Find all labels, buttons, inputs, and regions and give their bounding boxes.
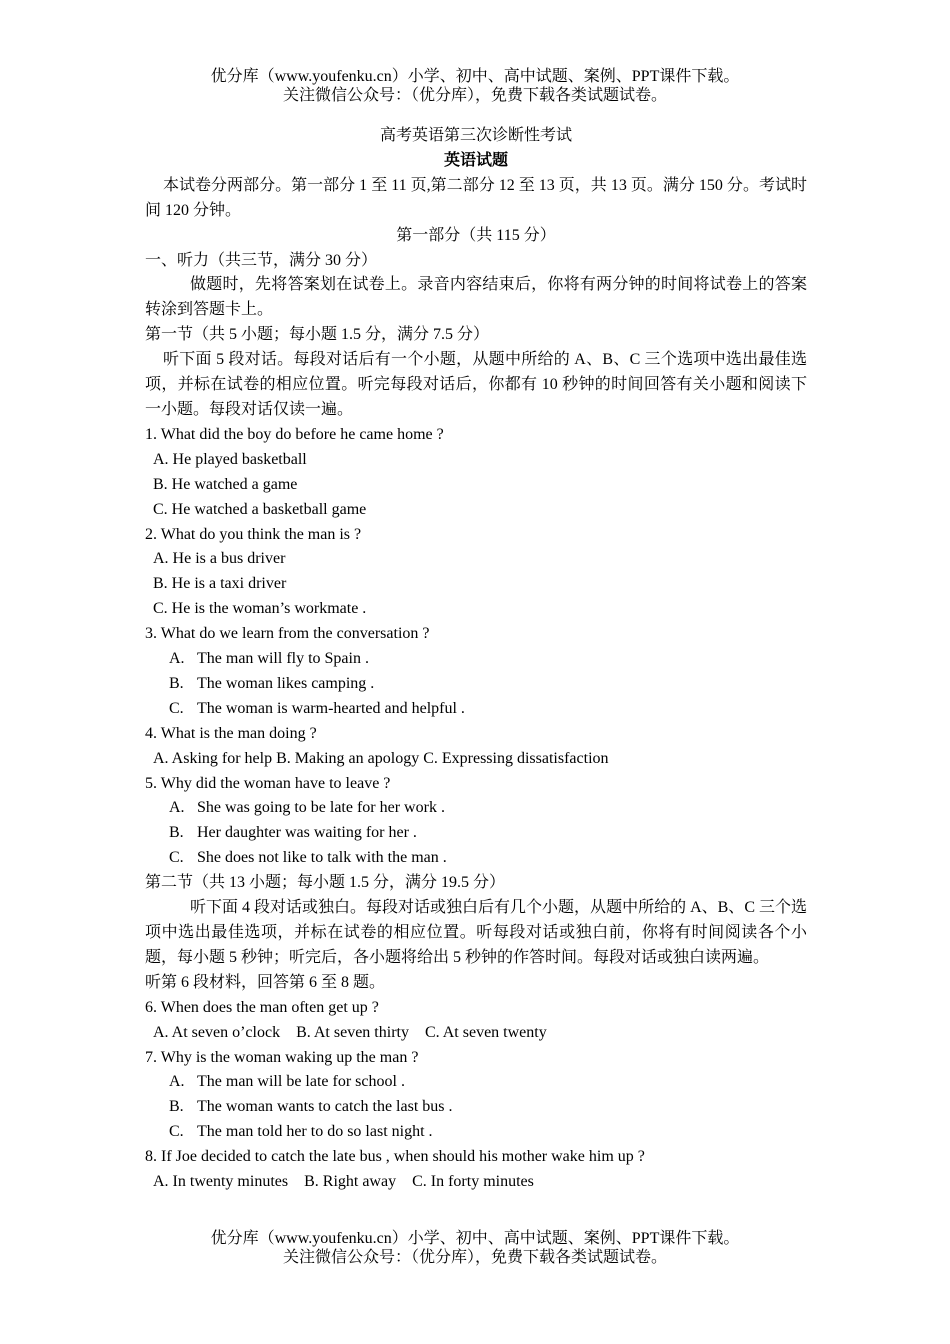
q1-option-c: C. He watched a basketball game bbox=[153, 500, 367, 518]
q2-option-b: B. He is a taxi driver bbox=[153, 575, 287, 593]
header-line-1: 优分库（www.youfenku.cn）小学、初中、高中试题、案例、PPT课件下载。 bbox=[210, 68, 740, 85]
q1-option-a: A. He played basketball bbox=[153, 450, 307, 468]
option-letter: B. bbox=[169, 674, 184, 692]
question-3: 3. What do we learn from the conversation ? bbox=[145, 625, 430, 643]
q4-options: A. Asking for help B. Making an apology C. Expressing dissatisfaction bbox=[153, 749, 609, 767]
q8-options: A. In twenty minutes B. Right away C. In forty minutes bbox=[153, 1173, 534, 1191]
section1-instructions: 做题时，先将答案划在试卷上。录音内容结束后，你将有两分钟的时间将试卷上的答案转涂到答题卡上。 bbox=[145, 276, 807, 319]
footer-line-1: 优分库（www.youfenku.cn）小学、初中、高中试题、案例、PPT课件下载。 bbox=[210, 1230, 740, 1247]
option-text: The man will fly to Spain . bbox=[197, 650, 369, 668]
option-letter: C. bbox=[169, 1123, 184, 1141]
q7-option-c bbox=[145, 1120, 807, 1145]
option-text: She was going to be late for her work . bbox=[197, 799, 445, 817]
exam-intro: 本试卷分两部分。第一部分 1 至 11 页,第二部分 12 至 13 页，共 13 页。满分 150 分。考试时间 120 分钟。 bbox=[145, 176, 807, 219]
question-6: 6. When does the man often get up ? bbox=[145, 998, 379, 1016]
page-footer bbox=[0, 1229, 950, 1267]
question-5: 5. Why did the woman have to leave ? bbox=[145, 774, 391, 792]
option-letter: B. bbox=[169, 824, 184, 842]
option-text: The woman is warm-hearted and helpful . bbox=[197, 699, 465, 717]
sub1-heading: 第一节（共 5 小题；每小题 1.5 分，满分 7.5 分） bbox=[145, 326, 490, 344]
q3-option-c bbox=[145, 697, 807, 722]
option-text: The man told her to do so last night . bbox=[197, 1123, 433, 1141]
q7-option-b bbox=[145, 1095, 807, 1120]
option-letter: B. bbox=[169, 1098, 184, 1116]
option-letter: C. bbox=[169, 849, 184, 867]
sub1-instructions: 听下面 5 段对话。每段对话后有一个小题，从题中所给的 A、B、C 三个选项中选出最佳选项，并标在试卷的相应位置。听完每段对话后，你都有 10 秒钟的时间回答有关小题和阅读下一小题。每段对话仅读一遍。 bbox=[145, 351, 807, 418]
option-text: Her daughter was waiting for her . bbox=[197, 824, 417, 842]
q5-option-a bbox=[145, 796, 807, 821]
q6-options: A. At seven o’clock B. At seven thirty C. At seven twenty bbox=[153, 1023, 547, 1041]
exam-subtitle: 英语试题 bbox=[443, 151, 508, 169]
option-text: The woman likes camping . bbox=[197, 674, 375, 692]
header-line-2: 关注微信公众号：（优分库），免费下载各类试题试卷。 bbox=[282, 87, 667, 104]
q2-option-a: A. He is a bus driver bbox=[153, 550, 286, 568]
option-text: The woman wants to catch the last bus . bbox=[197, 1098, 453, 1116]
option-letter: A. bbox=[169, 799, 185, 817]
option-letter: C. bbox=[169, 699, 184, 717]
q2-option-c: C. He is the woman’s workmate . bbox=[153, 600, 367, 618]
option-letter: A. bbox=[169, 650, 185, 668]
option-text: She does not like to talk with the man . bbox=[197, 849, 447, 867]
page-header bbox=[0, 67, 950, 105]
sub2-heading: 第二节（共 13 小题；每小题 1.5 分，满分 19.5 分） bbox=[145, 874, 506, 892]
question-7: 7. Why is the woman waking up the man ? bbox=[145, 1048, 419, 1066]
section1-heading: 一、听力（共三节，满分 30 分） bbox=[145, 251, 378, 269]
q3-option-a bbox=[145, 647, 807, 672]
question-4: 4. What is the man doing ? bbox=[145, 724, 317, 742]
exam-title: 高考英语第三次诊断性考试 bbox=[379, 127, 572, 144]
question-1: 1. What did the boy do before he came home ? bbox=[145, 425, 444, 443]
q5-option-c bbox=[145, 846, 807, 871]
sub2-instructions: 听下面 4 段对话或独白。每段对话或独白后有几个小题，从题中所给的 A、B、C 三个选项中选出最佳选项，并标在试卷的相应位置。听每段对话或独白前，你将有时间阅读各个小题，每小题 5 秒钟；听完后，各小题将给出 5 秒钟的作答时间。每段对话或独白读两遍。 bbox=[145, 899, 807, 966]
exam-content bbox=[145, 124, 807, 1195]
part1-heading: 第一部分（共 115 分） bbox=[396, 226, 556, 244]
question-8: 8. If Joe decided to catch the late bus , when should his mother wake him up ? bbox=[145, 1148, 645, 1166]
q1-option-b: B. He watched a game bbox=[153, 475, 298, 493]
question-2: 2. What do you think the man is ? bbox=[145, 525, 362, 543]
q5-option-b bbox=[145, 821, 807, 846]
option-letter: A. bbox=[169, 1073, 185, 1091]
footer-line-2: 关注微信公众号：（优分库），免费下载各类试题试卷。 bbox=[282, 1249, 667, 1266]
option-text: The man will be late for school . bbox=[197, 1073, 405, 1091]
q7-option-a bbox=[145, 1070, 807, 1095]
material-6-heading: 听第 6 段材料，回答第 6 至 8 题。 bbox=[145, 973, 386, 991]
q3-option-b bbox=[145, 672, 807, 697]
